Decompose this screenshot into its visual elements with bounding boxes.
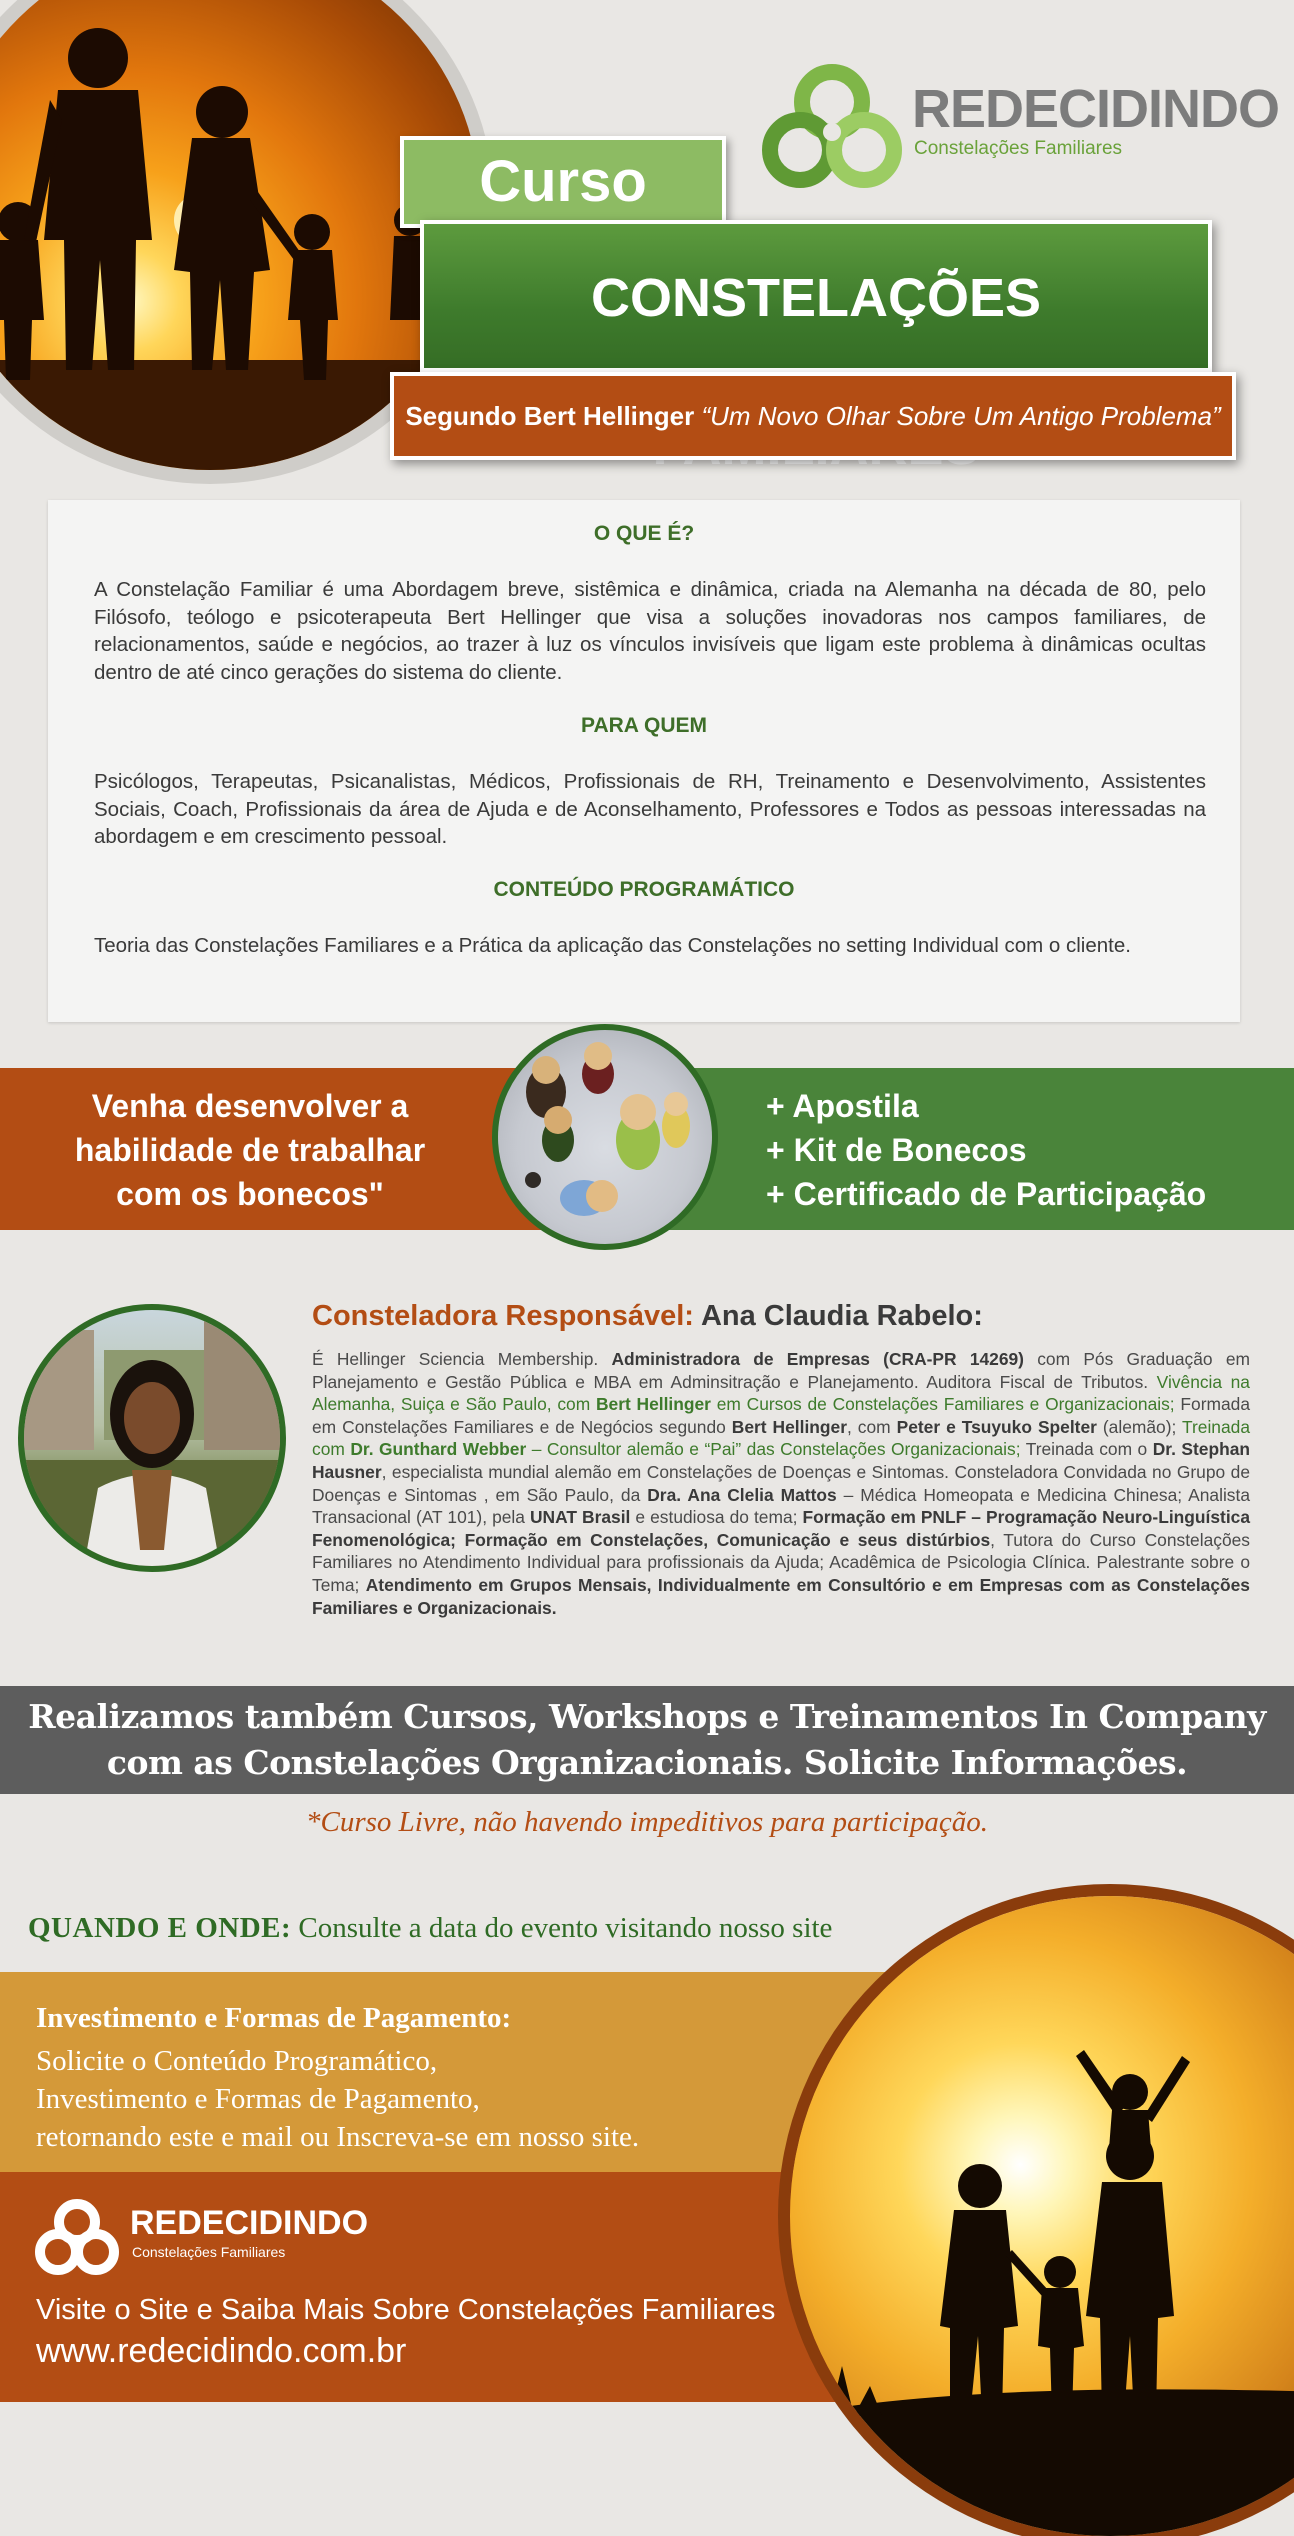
bio-text: (alemão); <box>1096 1416 1182 1437</box>
instructor-heading <box>312 1300 983 1333</box>
investment-line: retornando este e mail ou Inscreva-se em nosso site. <box>36 2121 640 2153</box>
bio-text: Bert Hellinger <box>595 1394 711 1415</box>
wooden-dolls-image <box>498 1030 712 1244</box>
bio-text: Dr. Gunthard Webber <box>350 1439 527 1460</box>
bio-text: – Médica Homeopata e Medicina Chinesa; Analista Transacional (AT 101), pela <box>312 1484 1251 1528</box>
benefits-band <box>660 1068 1294 1230</box>
bio-text: , com <box>846 1416 897 1437</box>
who-text: Psicólogos, Terapeutas, Psicanalistas, Médicos, Profissionais de RH, Treinamento e Desenvolvimento, Assistentes Sociais, Coach, Profissionais da área de Ajuda e de Aconselhamento, Professores e Todos as pessoas interessadas na abordagem e em crescimento pessoal. <box>94 770 1206 848</box>
bio-text: em Cursos de Constelações Familiares e Organizacionais; <box>710 1394 1175 1415</box>
footer-brand-tagline: Constelações Familiares <box>132 2244 286 2260</box>
info-card <box>48 500 1240 1022</box>
brand-name: REDECIDINDO <box>912 79 1280 139</box>
bio-text: Administradora de Empresas (CRA-PR 14269) <box>611 1349 1024 1369</box>
bio-text: Formação em PNLF – Programação Neuro-Linguística Fenomenológica; Formação em Constelações, Comunicação e seus distúrbios <box>312 1507 1250 1550</box>
in-company-banner <box>0 1686 1294 1794</box>
footer-brand-name: REDECIDINDO <box>130 2204 369 2242</box>
bio-text: Atendimento em Grupos Mensais, Individualmente em Consultório e em Empresas com as Constelações Familiares e Organizacionais. <box>312 1574 1250 1618</box>
bio-text: Formada em Constelações Familiares e de Negócios segundo <box>312 1394 1250 1437</box>
instructor-portrait-image <box>24 1310 280 1566</box>
when-where <box>28 1912 832 1945</box>
when-label: QUANDO E ONDE: <box>28 1912 292 1944</box>
course-subtitle <box>390 372 1236 460</box>
bio-text: Vivência na Alemanha, Suiça e São Paulo, com <box>312 1371 1250 1415</box>
when-text: Consulte a data do evento visitando nosso site <box>298 1912 833 1944</box>
investment-line: Solicite o Conteúdo Programático, <box>36 2045 438 2077</box>
bio-text: e estudiosa do tema; <box>630 1507 803 1528</box>
bio-text: Treinada com o <box>1020 1439 1153 1460</box>
bio-text: Peter e Tsuyuko Spelter <box>896 1416 1097 1437</box>
instructor-bio <box>312 1348 1250 1619</box>
promo-line-1: Realizamos também Cursos, Workshops e Treinamentos In Company <box>28 1697 1266 1736</box>
bio-text: Dr. Stephan Hausner <box>312 1439 1250 1482</box>
instructor-role: Consteladora Responsável: <box>312 1300 694 1332</box>
instructor-name: Ana Claudia Rabelo: <box>700 1300 983 1332</box>
bio-text: , Tutora do Curso Constelações Familiares no Atendimento Individual para profissionais da Ajuda; Acadêmica de Psicologia Clínica. Palestrante sobre o Tema; <box>312 1529 1250 1595</box>
dolls-photo <box>492 1024 718 1250</box>
website-link[interactable]: www.redecidindo.com.br <box>36 2332 407 2370</box>
subtitle-author: Segundo Bert Hellinger <box>405 401 695 431</box>
what-text: A Constelação Familiar é uma Abordagem breve, sistêmica e dinâmica, criada na Alemanha na década de 80, pelo Filósofo, teólogo e psicoterapeuta Bert Hellinger que visa a soluções inovadoras nos campos familiares, de relacionamentos, saúde e negócios, ao trazer à luz os vínculos invisíveis que ligam este problema à dinâmicas ocultas dentro de até cinco gerações do sistema do cliente. <box>94 578 1206 684</box>
investment-line: Investimento e Formas de Pagamento, <box>36 2083 480 2115</box>
bio-text: Treinada com <box>312 1416 1250 1460</box>
investment-title: Investimento e Formas de Pagamento: <box>36 2002 512 2034</box>
invite-line-2: habilidade de trabalhar <box>74 1132 426 1168</box>
course-label: Curso <box>400 136 726 228</box>
benefit-item: + Certificado de Participação <box>766 1176 1207 1212</box>
redecidindo-logo-icon <box>762 62 902 192</box>
invite-line-3: com os bonecos" <box>116 1176 384 1212</box>
invite-line-1: Venha desenvolver a <box>91 1088 409 1124</box>
brand-tagline: Constelações Familiares <box>914 138 1123 159</box>
footer-visit-text: Visite o Site e Saiba Mais Sobre Constelações Familiares <box>36 2294 776 2326</box>
content-heading: CONTEÚDO PROGRAMÁTICO <box>493 878 795 901</box>
benefit-item: + Kit de Bonecos <box>766 1132 1027 1168</box>
course-title: CONSTELAÇÕES <box>420 220 1212 372</box>
footer-logo-icon <box>34 2196 120 2280</box>
invite-band <box>0 1068 560 1230</box>
bio-text: UNAT Brasil <box>529 1507 631 1528</box>
investment-text <box>36 2042 639 2156</box>
benefit-item: + Apostila <box>766 1088 919 1124</box>
subtitle-quote: “Um Novo Olhar Sobre Um Antigo Problema” <box>701 401 1221 431</box>
benefits-list <box>660 1068 1294 1216</box>
bio-text: Bert Hellinger <box>731 1416 847 1437</box>
instructor-photo <box>18 1304 286 1572</box>
bio-text: Dra. Ana Clelia Mattos <box>647 1484 837 1505</box>
bio-text: , especialista mundial alemão em Constelações de Doenças e Sintomas. Consteladora Convidada no Grupo de Doenças e Sintomas , em São Paulo, da <box>312 1461 1250 1505</box>
bio-text: – Consultor alemão e “Pai” das Constelações Organizacionais; <box>526 1439 1021 1460</box>
bio-text: com Pós Graduação em Planejamento e Gestão Pública e MBA em Adminsitração e Planejamento. Auditora Fiscal de Tributos. <box>312 1349 1250 1392</box>
bio-text: É Hellinger Sciencia Membership. <box>312 1349 612 1369</box>
who-heading: PARA QUEM <box>581 714 707 737</box>
promo-line-2: com as Constelações Organizacionais. Solicite Informações. <box>106 1743 1188 1782</box>
content-text: Teoria das Constelações Familiares e a Prática da aplicação das Constelações no setting Individual com o cliente. <box>94 934 1131 957</box>
what-heading: O QUE É? <box>593 522 695 545</box>
free-course-note: *Curso Livre, não havendo impeditivos para participação. <box>306 1806 988 1838</box>
